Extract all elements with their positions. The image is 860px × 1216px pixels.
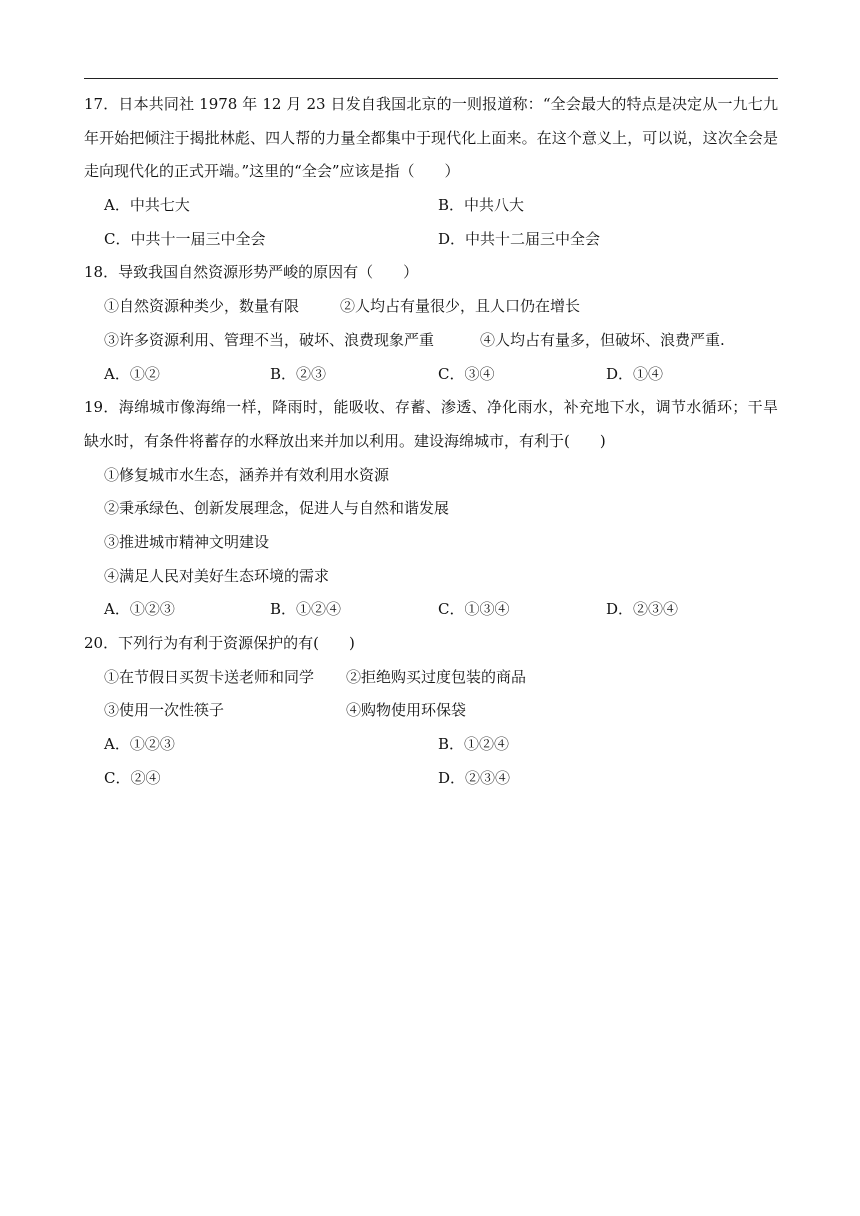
option-a[interactable]: A．①② [104,364,160,383]
question-17 [84,88,778,256]
question-20 [84,627,778,795]
options-row [84,728,778,762]
question-number: 18． [84,263,119,282]
statements-row [84,290,778,324]
statement-3: ③许多资源利用、管理不当，破坏、浪费现象严重 [104,330,435,349]
statement-1: ①自然资源种类少，数量有限 [104,297,300,316]
statement-line [84,560,778,594]
statement-line [84,459,778,493]
statement-3: ③使用一次性筷子 [104,701,225,720]
statement-3: ③推进城市精神文明建设 [104,533,270,552]
question-text: 日本共同社 1978 年 12 月 23 日发自我国北京的一则报道称：“全会最大的特点是决定从一九七九年开始把倾注于揭批林彪、四人帮的力量全都集中于现代化上面来。在这个意义上，可以说，这次全会是走向现代化的正式开端。”这里的“全会”应该是指（ ） [84,95,778,181]
question-stem [84,391,778,458]
option-c[interactable]: C．中共十一届三中全会 [104,229,266,248]
options-row [84,762,778,796]
question-stem [84,256,778,290]
options-row [84,189,778,223]
question-number: 19． [84,398,119,417]
option-a[interactable]: A．①②③ [104,600,175,619]
statement-1: ①在节假日买贺卡送老师和同学 [104,667,315,686]
option-d[interactable]: D．中共十二届三中全会 [438,229,601,248]
option-b[interactable]: B．中共八大 [438,196,525,215]
statements-row [84,694,778,728]
statement-4: ④满足人民对美好生态环境的需求 [104,566,330,585]
statement-1: ①修复城市水生态，涵养并有效利用水资源 [104,465,390,484]
option-c[interactable]: C．②④ [104,768,161,787]
header-rule [84,78,778,79]
statement-4: ④购物使用环保袋 [346,701,467,720]
statements-row [84,324,778,358]
statements-row [84,661,778,695]
statement-4: ④人均占有量多，但破坏、浪费严重. [480,330,725,349]
question-stem [84,88,778,189]
question-list [84,88,778,796]
option-d[interactable]: D．①④ [606,364,664,383]
option-c[interactable]: C．③④ [438,364,495,383]
question-text: 下列行为有利于资源保护的有( ) [118,634,355,653]
question-number: 17． [84,95,119,113]
option-d[interactable]: D．②③④ [606,600,679,619]
option-a[interactable]: A．①②③ [104,735,175,754]
option-d[interactable]: D．②③④ [438,768,511,787]
statement-line [84,526,778,560]
option-b[interactable]: B．①②④ [438,735,510,754]
statement-2: ②秉承绿色、创新发展理念，促进人与自然和谐发展 [104,499,450,518]
question-19 [84,391,778,627]
options-row [84,593,778,627]
option-a[interactable]: A．中共七大 [104,196,190,215]
options-row [84,358,778,392]
question-number: 20． [84,634,119,653]
options-row [84,223,778,257]
question-18 [84,256,778,391]
option-c[interactable]: C．①③④ [438,600,510,619]
statement-line [84,492,778,526]
option-b[interactable]: B．①②④ [270,600,342,619]
statement-2: ②人均占有量很少，且人口仍在增长 [340,297,581,316]
question-text: 导致我国自然资源形势严峻的原因有（ ） [118,263,419,282]
option-b[interactable]: B．②③ [270,364,327,383]
question-stem [84,627,778,661]
question-text: 海绵城市像海绵一样，降雨时，能吸收、存蓄、渗透、净化雨水，补充地下水，调节水循环；干旱缺水时，有条件将蓄存的水释放出来并加以利用。建设海绵城市，有利于( ) [84,398,778,450]
statement-2: ②拒绝购买过度包装的商品 [346,667,527,686]
